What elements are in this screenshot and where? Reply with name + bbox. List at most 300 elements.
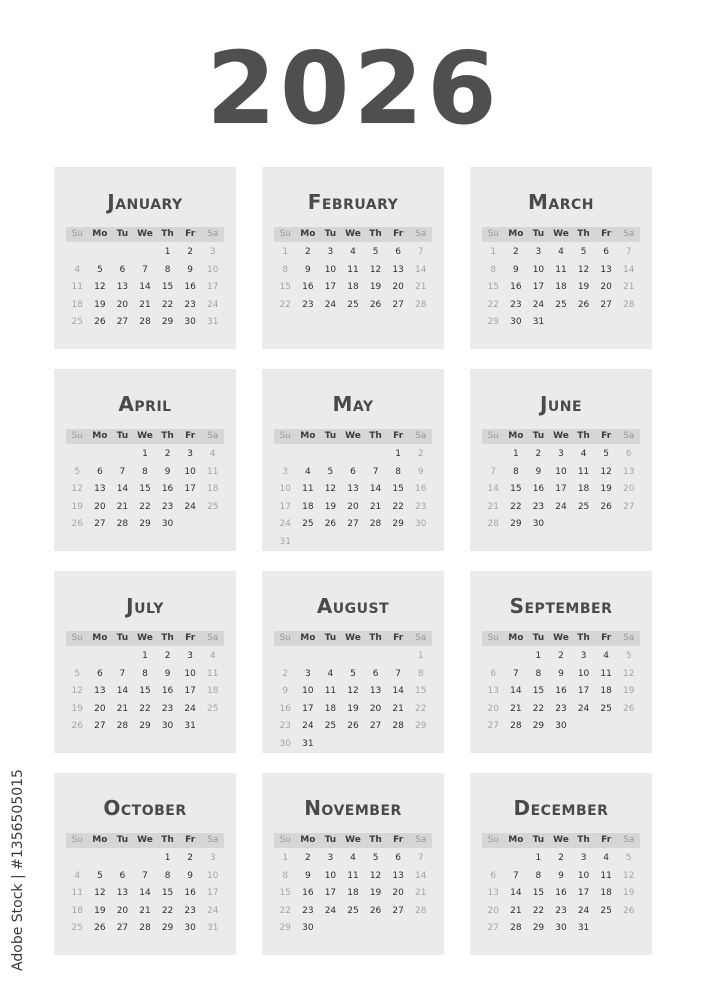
day-cell: 15	[139, 484, 151, 494]
day-cell: 11	[347, 870, 359, 881]
day-cell: 22	[510, 501, 522, 512]
weekday-label: Th	[577, 431, 590, 441]
day-cell: 22	[139, 501, 151, 512]
day-cell: 28	[116, 721, 129, 731]
day-cell: 1	[282, 247, 289, 257]
day-cell: 16	[555, 888, 567, 898]
empty-cell	[134, 244, 157, 262]
day-cell: 3	[209, 247, 216, 257]
month-name: December	[513, 796, 609, 820]
weekday-label: Fr	[393, 229, 404, 239]
day-cell: 20	[116, 905, 129, 916]
day-cell: 1	[142, 651, 148, 661]
day-cell: 12	[577, 264, 590, 275]
day-cell: 25	[324, 721, 337, 731]
day-cell: 17	[324, 282, 337, 292]
weekday-label: Th	[577, 835, 590, 845]
day-cell: 21	[139, 905, 151, 916]
day-cell: 26	[347, 721, 359, 731]
day-cell: 17	[577, 888, 590, 898]
empty-cell	[319, 648, 342, 666]
month-card-april	[54, 369, 236, 551]
empty-cell	[111, 850, 134, 868]
weekday-header	[274, 429, 432, 444]
day-cell: 5	[327, 466, 334, 477]
day-cell: 9	[187, 870, 193, 881]
day-cell: 20	[94, 703, 106, 714]
weekday-label: Fr	[601, 229, 612, 239]
day-cell: 9	[304, 870, 311, 881]
day-cell: 8	[164, 870, 171, 881]
day-cell: 18	[347, 888, 359, 898]
day-cell: 6	[625, 449, 632, 459]
day-cell: 22	[161, 905, 174, 916]
weekday-label: Su	[487, 835, 499, 845]
weekday-label: Su	[487, 229, 499, 239]
weekday-header	[482, 429, 640, 444]
empty-cell	[111, 244, 134, 262]
day-cell: 6	[603, 247, 609, 257]
day-cell: 27	[487, 721, 499, 731]
day-cell: 18	[71, 299, 83, 310]
day-cell: 28	[510, 923, 522, 933]
weekday-header	[66, 833, 224, 848]
empty-cell	[482, 648, 505, 666]
day-cell: 11	[555, 264, 567, 275]
day-grid	[274, 244, 432, 314]
weekday-label: Su	[71, 633, 83, 643]
day-cell: 1	[535, 853, 542, 863]
day-cell: 15	[279, 282, 291, 292]
day-grid	[482, 648, 640, 736]
day-cell: 19	[369, 282, 382, 292]
day-cell: 26	[369, 299, 382, 310]
day-cell: 4	[209, 449, 216, 459]
day-cell: 3	[580, 853, 587, 863]
day-cell: 24	[555, 501, 567, 512]
day-cell: 31	[532, 317, 545, 327]
day-cell: 16	[302, 282, 314, 292]
day-cell: 12	[94, 888, 106, 898]
day-cell: 16	[279, 703, 291, 714]
day-cell: 16	[161, 686, 174, 696]
day-cell: 19	[622, 686, 635, 696]
empty-cell	[66, 244, 89, 262]
day-cell: 20	[347, 501, 359, 512]
day-cell: 10	[324, 870, 337, 881]
empty-cell	[297, 648, 320, 666]
day-cell: 6	[119, 264, 126, 275]
day-grid	[274, 446, 432, 551]
day-cell: 24	[532, 299, 545, 310]
day-cell: 10	[184, 668, 196, 679]
day-cell: 24	[206, 299, 219, 310]
day-cell: 20	[487, 905, 499, 916]
weekday-label: Sa	[415, 229, 427, 239]
empty-cell	[482, 446, 505, 464]
weekday-label: We	[137, 633, 153, 643]
day-cell: 3	[187, 651, 193, 661]
day-cell: 20	[392, 888, 404, 898]
day-cell: 29	[279, 923, 291, 933]
day-cell: 3	[327, 247, 334, 257]
day-cell: 9	[282, 686, 289, 696]
day-cell: 4	[327, 668, 334, 679]
month-card-march	[470, 167, 652, 349]
day-cell: 27	[94, 721, 106, 731]
day-cell: 2	[558, 853, 564, 863]
day-cell: 7	[372, 466, 379, 477]
day-cell: 28	[369, 519, 382, 529]
day-cell: 25	[206, 703, 219, 714]
day-cell: 4	[558, 247, 564, 257]
day-cell: 5	[350, 668, 356, 679]
month-name: March	[527, 190, 594, 214]
day-cell: 7	[142, 870, 148, 881]
day-cell: 26	[94, 923, 106, 933]
day-cell: 24	[184, 703, 196, 714]
weekday-label: Th	[577, 229, 590, 239]
day-grid	[66, 850, 224, 938]
day-cell: 10	[206, 264, 219, 275]
day-cell: 5	[603, 449, 609, 459]
weekday-label: Th	[369, 229, 382, 239]
weekday-label: Th	[369, 431, 382, 441]
day-cell: 6	[119, 870, 126, 881]
day-cell: 23	[414, 501, 427, 512]
day-grid	[66, 648, 224, 736]
day-cell: 19	[622, 888, 635, 898]
month-card-november	[262, 773, 444, 955]
day-cell: 11	[206, 668, 219, 679]
weekday-label: We	[137, 431, 153, 441]
weekday-label: Fr	[393, 633, 404, 643]
day-cell: 29	[532, 721, 545, 731]
day-cell: 9	[417, 466, 424, 477]
day-cell: 30	[414, 519, 427, 529]
day-cell: 13	[116, 282, 129, 292]
day-cell: 5	[625, 651, 632, 661]
day-cell: 13	[392, 870, 404, 881]
day-cell: 11	[71, 888, 83, 898]
day-cell: 5	[580, 247, 587, 257]
day-cell: 2	[282, 668, 289, 679]
day-cell: 25	[206, 501, 219, 512]
day-cell: 11	[577, 466, 590, 477]
weekday-header	[482, 833, 640, 848]
day-cell: 26	[577, 299, 590, 310]
day-cell: 30	[510, 317, 522, 327]
day-grid	[482, 850, 640, 938]
day-cell: 15	[532, 888, 545, 898]
day-cell: 14	[116, 484, 129, 494]
day-cell: 14	[369, 484, 382, 494]
weekday-label: Su	[71, 431, 83, 441]
empty-cell	[274, 446, 297, 464]
empty-cell	[387, 648, 410, 666]
day-cell: 4	[74, 264, 81, 275]
weekday-label: Su	[279, 229, 291, 239]
day-cell: 5	[372, 853, 379, 863]
day-cell: 1	[395, 449, 401, 459]
day-cell: 3	[187, 449, 193, 459]
day-cell: 19	[71, 501, 83, 512]
weekday-header	[66, 227, 224, 242]
day-cell: 26	[324, 519, 337, 529]
day-cell: 7	[625, 247, 632, 257]
day-cell: 22	[279, 299, 291, 310]
day-cell: 17	[206, 888, 219, 898]
day-cell: 21	[116, 703, 129, 714]
weekday-label: Tu	[116, 229, 129, 239]
weekday-label: Mo	[92, 633, 108, 643]
day-cell: 26	[369, 905, 382, 916]
day-cell: 17	[184, 484, 196, 494]
day-cell: 28	[139, 317, 151, 327]
day-cell: 26	[600, 501, 612, 512]
day-cell: 7	[512, 668, 519, 679]
weekday-label: Sa	[623, 431, 635, 441]
day-cell: 4	[350, 247, 356, 257]
day-cell: 11	[600, 870, 612, 881]
day-cell: 7	[490, 466, 497, 477]
day-cell: 23	[184, 905, 196, 916]
weekday-label: Th	[161, 431, 174, 441]
day-cell: 12	[324, 484, 337, 494]
month-name: June	[539, 392, 583, 416]
day-cell: 22	[161, 299, 174, 310]
month-card-october	[54, 773, 236, 955]
day-cell: 17	[555, 484, 567, 494]
day-cell: 15	[414, 686, 427, 696]
day-cell: 2	[187, 247, 193, 257]
day-cell: 3	[558, 449, 564, 459]
day-cell: 19	[94, 299, 106, 310]
day-cell: 28	[622, 299, 635, 310]
weekday-label: Mo	[300, 835, 316, 845]
month-card-june	[470, 369, 652, 551]
month-card-july	[54, 571, 236, 753]
month-name: November	[304, 796, 402, 820]
weekday-label: Su	[71, 835, 83, 845]
day-cell: 16	[532, 484, 545, 494]
empty-cell	[89, 244, 112, 262]
weekday-label: Fr	[185, 229, 196, 239]
day-cell: 8	[512, 466, 519, 477]
day-cell: 14	[622, 264, 635, 275]
month-name: July	[126, 594, 164, 618]
day-cell: 17	[577, 686, 590, 696]
day-cell: 4	[74, 870, 81, 881]
day-cell: 15	[487, 282, 499, 292]
weekday-header	[482, 631, 640, 646]
day-cell: 10	[577, 870, 590, 881]
day-grid	[66, 446, 224, 534]
day-cell: 30	[555, 721, 567, 731]
day-cell: 31	[206, 923, 219, 933]
day-cell: 23	[532, 501, 545, 512]
month-card-january	[54, 167, 236, 349]
day-cell: 29	[487, 317, 499, 327]
day-cell: 9	[164, 466, 171, 477]
day-cell: 12	[369, 264, 382, 275]
day-cell: 23	[302, 299, 314, 310]
weekday-label: Mo	[508, 835, 524, 845]
month-name: August	[316, 594, 390, 618]
weekday-label: Tu	[532, 229, 545, 239]
day-cell: 26	[94, 317, 106, 327]
day-cell: 20	[487, 703, 499, 714]
day-cell: 10	[555, 466, 567, 477]
weekday-label: Su	[279, 633, 291, 643]
day-cell: 1	[164, 247, 171, 257]
empty-cell	[66, 850, 89, 868]
day-cell: 12	[622, 668, 635, 679]
day-cell: 26	[71, 519, 83, 529]
weekday-header	[482, 227, 640, 242]
day-cell: 28	[392, 721, 404, 731]
weekday-label: Su	[279, 835, 291, 845]
day-cell: 24	[206, 905, 219, 916]
weekday-label: We	[345, 229, 361, 239]
empty-cell	[505, 648, 528, 666]
weekday-label: Tu	[324, 431, 337, 441]
day-cell: 15	[510, 484, 522, 494]
weekday-label: Tu	[532, 431, 545, 441]
day-cell: 3	[535, 247, 542, 257]
weekday-label: Su	[71, 229, 83, 239]
empty-cell	[482, 850, 505, 868]
day-cell: 20	[116, 299, 129, 310]
day-cell: 28	[414, 299, 427, 310]
day-cell: 22	[532, 905, 545, 916]
day-cell: 2	[304, 853, 311, 863]
day-cell: 18	[71, 905, 83, 916]
month-name: May	[332, 392, 374, 416]
day-cell: 28	[510, 721, 522, 731]
day-cell: 7	[512, 870, 519, 881]
weekday-label: Th	[369, 633, 382, 643]
weekday-label: Fr	[601, 431, 612, 441]
day-cell: 1	[490, 247, 497, 257]
weekday-label: Mo	[92, 229, 108, 239]
weekday-label: Mo	[92, 431, 108, 441]
day-cell: 1	[417, 651, 424, 661]
month-name: October	[103, 796, 187, 820]
day-cell: 21	[510, 905, 522, 916]
day-cell: 5	[96, 870, 103, 881]
day-cell: 23	[184, 299, 196, 310]
day-cell: 2	[164, 651, 171, 661]
weekday-label: We	[553, 431, 569, 441]
day-cell: 19	[324, 501, 337, 512]
day-cell: 3	[282, 466, 289, 477]
weekday-label: Th	[161, 633, 174, 643]
day-cell: 16	[414, 484, 427, 494]
day-cell: 22	[414, 703, 427, 714]
day-cell: 9	[304, 264, 311, 275]
day-cell: 14	[414, 264, 427, 275]
day-cell: 1	[282, 853, 289, 863]
weekday-label: We	[345, 633, 361, 643]
empty-cell	[111, 648, 134, 666]
day-cell: 4	[603, 853, 609, 863]
day-cell: 22	[139, 703, 151, 714]
day-cell: 21	[139, 299, 151, 310]
day-cell: 9	[535, 466, 542, 477]
day-cell: 23	[279, 721, 291, 731]
day-cell: 24	[279, 519, 291, 529]
day-cell: 27	[116, 317, 129, 327]
day-cell: 17	[184, 686, 196, 696]
day-cell: 8	[164, 264, 171, 275]
day-cell: 19	[94, 905, 106, 916]
day-cell: 14	[510, 888, 522, 898]
weekday-label: Su	[279, 431, 291, 441]
day-grid	[482, 446, 640, 534]
day-cell: 4	[603, 651, 609, 661]
weekday-label: Sa	[623, 229, 635, 239]
month-name: February	[307, 190, 399, 214]
weekday-label: Su	[487, 633, 499, 643]
empty-cell	[364, 648, 387, 666]
day-cell: 6	[490, 668, 497, 679]
day-grid	[274, 648, 432, 753]
day-cell: 24	[577, 703, 590, 714]
day-cell: 23	[555, 905, 567, 916]
day-cell: 5	[74, 466, 81, 477]
day-cell: 10	[184, 466, 196, 477]
day-cell: 27	[369, 721, 382, 731]
day-cell: 25	[71, 317, 83, 327]
day-cell: 8	[142, 668, 148, 679]
year-title: 2026	[206, 30, 501, 147]
weekday-label: Tu	[532, 633, 545, 643]
day-cell: 21	[510, 703, 522, 714]
day-cell: 2	[512, 247, 519, 257]
day-cell: 29	[139, 519, 151, 529]
day-cell: 31	[206, 317, 219, 327]
day-cell: 23	[161, 501, 174, 512]
weekday-label: Fr	[185, 633, 196, 643]
weekday-label: We	[553, 229, 569, 239]
day-cell: 14	[487, 484, 499, 494]
day-cell: 8	[490, 264, 497, 275]
weekday-label: Tu	[324, 229, 337, 239]
day-cell: 15	[139, 686, 151, 696]
day-cell: 2	[187, 853, 193, 863]
weekday-label: Th	[577, 633, 590, 643]
day-cell: 19	[71, 703, 83, 714]
watermark-text: Adobe Stock | #1356505015	[10, 769, 26, 971]
day-cell: 8	[282, 264, 289, 275]
weekday-label: Sa	[623, 835, 635, 845]
day-cell: 25	[302, 519, 314, 529]
weekday-header	[274, 833, 432, 848]
day-cell: 22	[279, 905, 291, 916]
weekday-label: Mo	[300, 229, 316, 239]
day-cell: 30	[532, 519, 545, 529]
day-cell: 6	[372, 668, 379, 679]
weekday-label: Mo	[508, 633, 524, 643]
day-cell: 15	[161, 888, 174, 898]
day-cell: 7	[119, 466, 126, 477]
day-cell: 25	[577, 501, 590, 512]
day-cell: 31	[184, 721, 196, 731]
day-cell: 9	[558, 668, 564, 679]
day-cell: 11	[302, 484, 314, 494]
empty-cell	[89, 850, 112, 868]
